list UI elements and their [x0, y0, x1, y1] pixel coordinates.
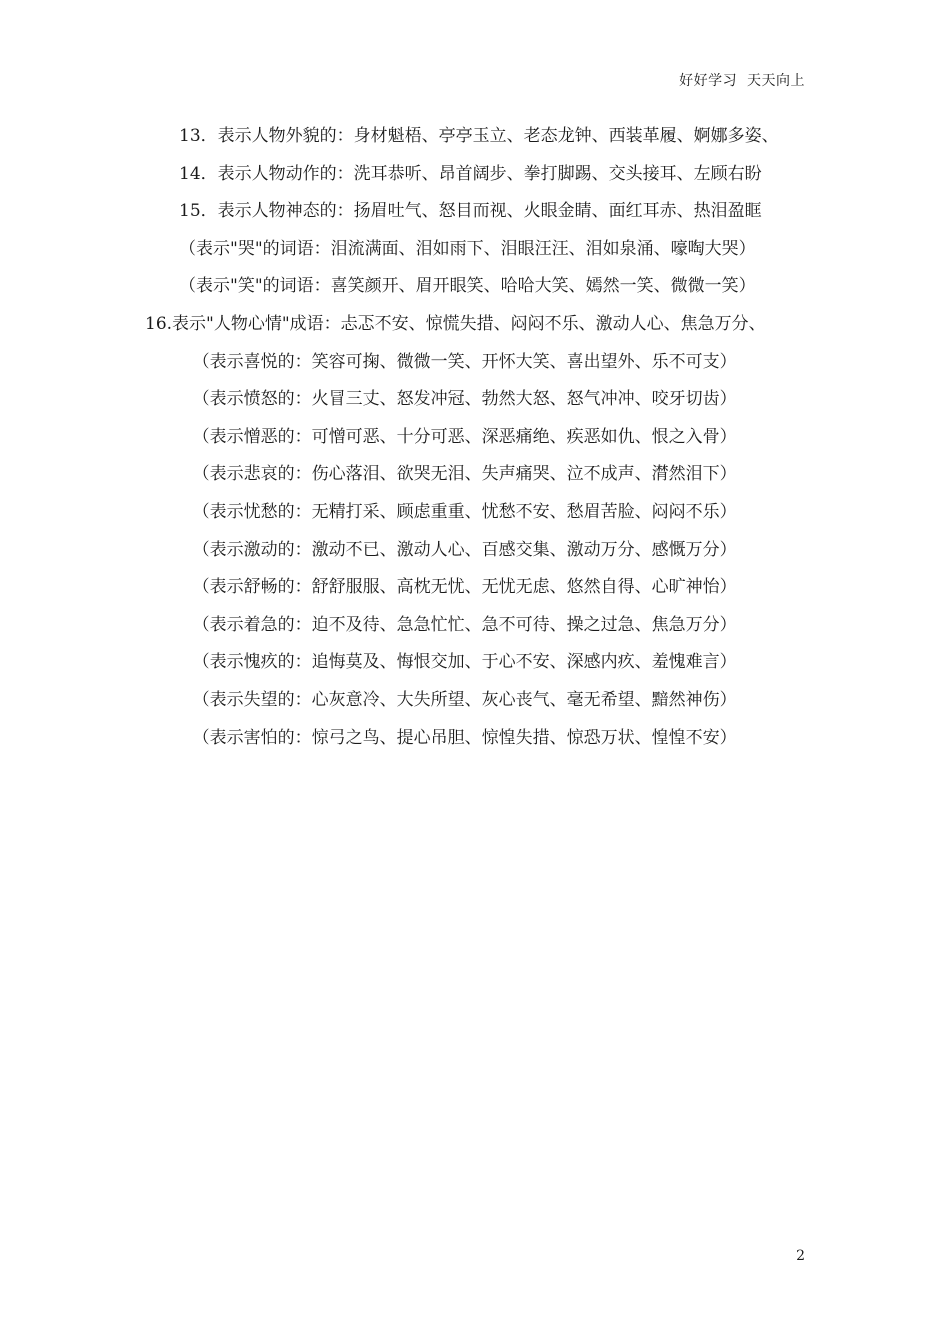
mood-item-guilt: （表示愧疚的：追悔莫及、悔恨交加、于心不安、深感内疚、羞愧难言） [192, 652, 737, 673]
mood-item-anxiety: （表示着急的：迫不及待、急急忙忙、急不可待、操之过急、焦急万分） [192, 614, 737, 635]
paragraph-crying: （表示"哭"的词语：泪流满面、泪如雨下、泪眼汪汪、泪如泉涌、嚎啕大哭） [179, 238, 756, 259]
mood-item-disappointment: （表示失望的：心灰意冷、大失所望、灰心丧气、毫无希望、黯然神伤） [192, 689, 737, 710]
mood-item-worry: （表示忧愁的：无精打采、顾虑重重、忧愁不安、愁眉苦脸、闷闷不乐） [192, 501, 737, 522]
page-header: 好好学习 天天向上 [679, 73, 805, 89]
mood-item-fear: （表示害怕的：惊弓之鸟、提心吊胆、惊惶失措、惊恐万状、惶惶不安） [192, 727, 737, 748]
page-number: 2 [796, 1248, 805, 1264]
document-body [145, 118, 807, 757]
mood-item-disgust: （表示憎恶的：可憎可恶、十分可恶、深恶痛绝、疾恶如仇、恨之入骨） [192, 426, 737, 447]
paragraph-mood: 16.表示"人物心情"成语：忐忑不安、惊慌失措、闷闷不乐、激动人心、焦急万分、 [145, 313, 766, 334]
paragraph-appearance: 13．表示人物外貌的：身材魁梧、亭亭玉立、老态龙钟、西装革履、婀娜多姿、 [179, 126, 779, 146]
mood-item-sorrow: （表示悲哀的：伤心落泪、欲哭无泪、失声痛哭、泣不成声、潸然泪下） [192, 464, 737, 485]
paragraph-action: 14．表示人物动作的：洗耳恭听、昂首阔步、拳打脚踢、交头接耳、左顾右盼 [179, 163, 762, 184]
mood-item-excitement: （表示激动的：激动不已、激动人心、百感交集、激动万分、感慨万分） [192, 539, 737, 560]
paragraph-expression: 15．表示人物神态的：扬眉吐气、怒目而视、火眼金睛、面红耳赤、热泪盈眶 [179, 201, 762, 222]
paragraph-laughing: （表示"笑"的词语：喜笑颜开、眉开眼笑、哈哈大笑、嫣然一笑、微微一笑） [179, 276, 756, 297]
mood-item-ease: （表示舒畅的：舒舒服服、高枕无忧、无忧无虑、悠然自得、心旷神怡） [192, 577, 737, 598]
mood-item-anger: （表示愤怒的：火冒三丈、怒发冲冠、勃然大怒、怒气冲冲、咬牙切齿） [192, 389, 737, 410]
mood-item-joy: （表示喜悦的：笑容可掬、微微一笑、开怀大笑、喜出望外、乐不可支） [192, 351, 737, 372]
